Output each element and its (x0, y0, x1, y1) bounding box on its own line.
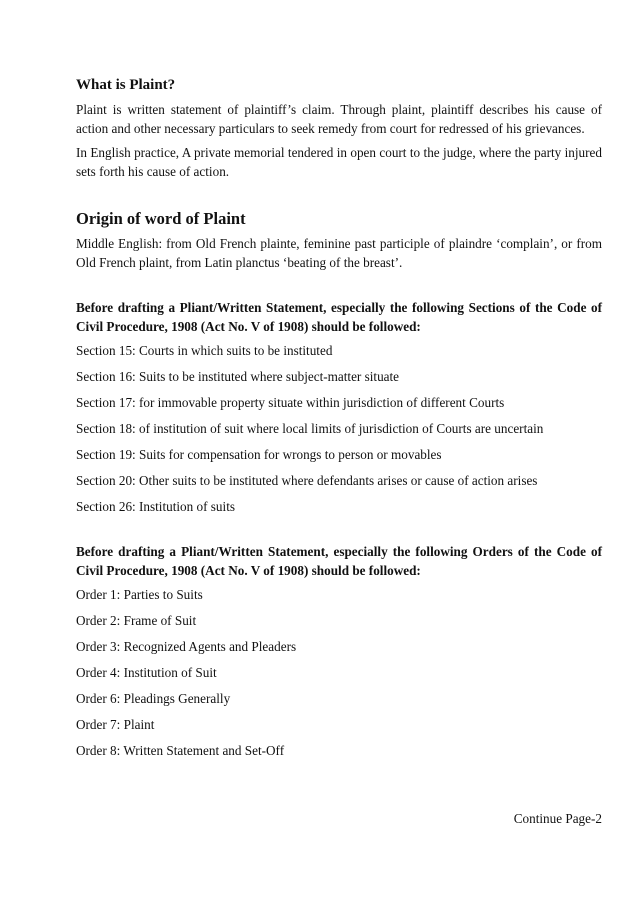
heading-origin: Origin of word of Plaint (76, 209, 246, 228)
list-item: Section 18: of institution of suit where local limits of jurisdiction of Courts are uncertain (76, 421, 544, 436)
heading-what-is-plaint: What is Plaint? (76, 77, 176, 93)
list-item: Section 15: Courts in which suits to be instituted (76, 343, 333, 358)
paragraph-plaint-definition: Plaint is written statement of plaintiff’s claim. Through plaint, plaintiff describes his cause of action and other necessary particulars to seek remedy from court for redressed of his grievances. (76, 102, 602, 136)
orders-intro: Before drafting a Pliant/Written Statement, especially the following Orders of the Code of Civil Procedure, 1908 (Act No. V of 1908) should be followed: (76, 544, 602, 578)
continue-page-label: Continue Page-2 (513, 811, 602, 826)
paragraph-english-practice: In English practice, A private memorial tendered in open court to the judge, where the party injured sets forth his cause of action. (76, 145, 602, 179)
paragraph-origin: Middle English: from Old French plainte, feminine past participle of plaindre ‘complain’, or from Old French plaint, from Latin planctus ‘beating of the breast’. (76, 236, 602, 270)
list-item: Order 6: Pleadings Generally (76, 691, 231, 706)
list-item: Order 4: Institution of Suit (76, 665, 217, 680)
list-item: Section 20: Other suits to be instituted where defendants arises or cause of action arises (76, 473, 538, 488)
list-item: Order 1: Parties to Suits (76, 587, 203, 602)
list-item: Order 2: Frame of Suit (76, 613, 197, 628)
sections-intro: Before drafting a Pliant/Written Statement, especially the following Sections of the Code of Civil Procedure, 1908 (Act No. V of 1908) should be followed: (76, 300, 602, 334)
sections-list (76, 341, 602, 516)
list-item: Order 3: Recognized Agents and Pleaders (76, 639, 297, 654)
list-item: Section 19: Suits for compensation for wrongs to person or movables (76, 447, 442, 462)
list-item: Section 16: Suits to be instituted where subject-matter situate (76, 369, 400, 384)
document-page (76, 76, 602, 760)
list-item: Order 8: Written Statement and Set-Off (76, 743, 285, 758)
list-item: Section 17: for immovable property situate within jurisdiction of different Courts (76, 395, 505, 410)
orders-list (76, 585, 602, 760)
list-item: Order 7: Plaint (76, 717, 155, 732)
list-item: Section 26: Institution of suits (76, 499, 235, 514)
